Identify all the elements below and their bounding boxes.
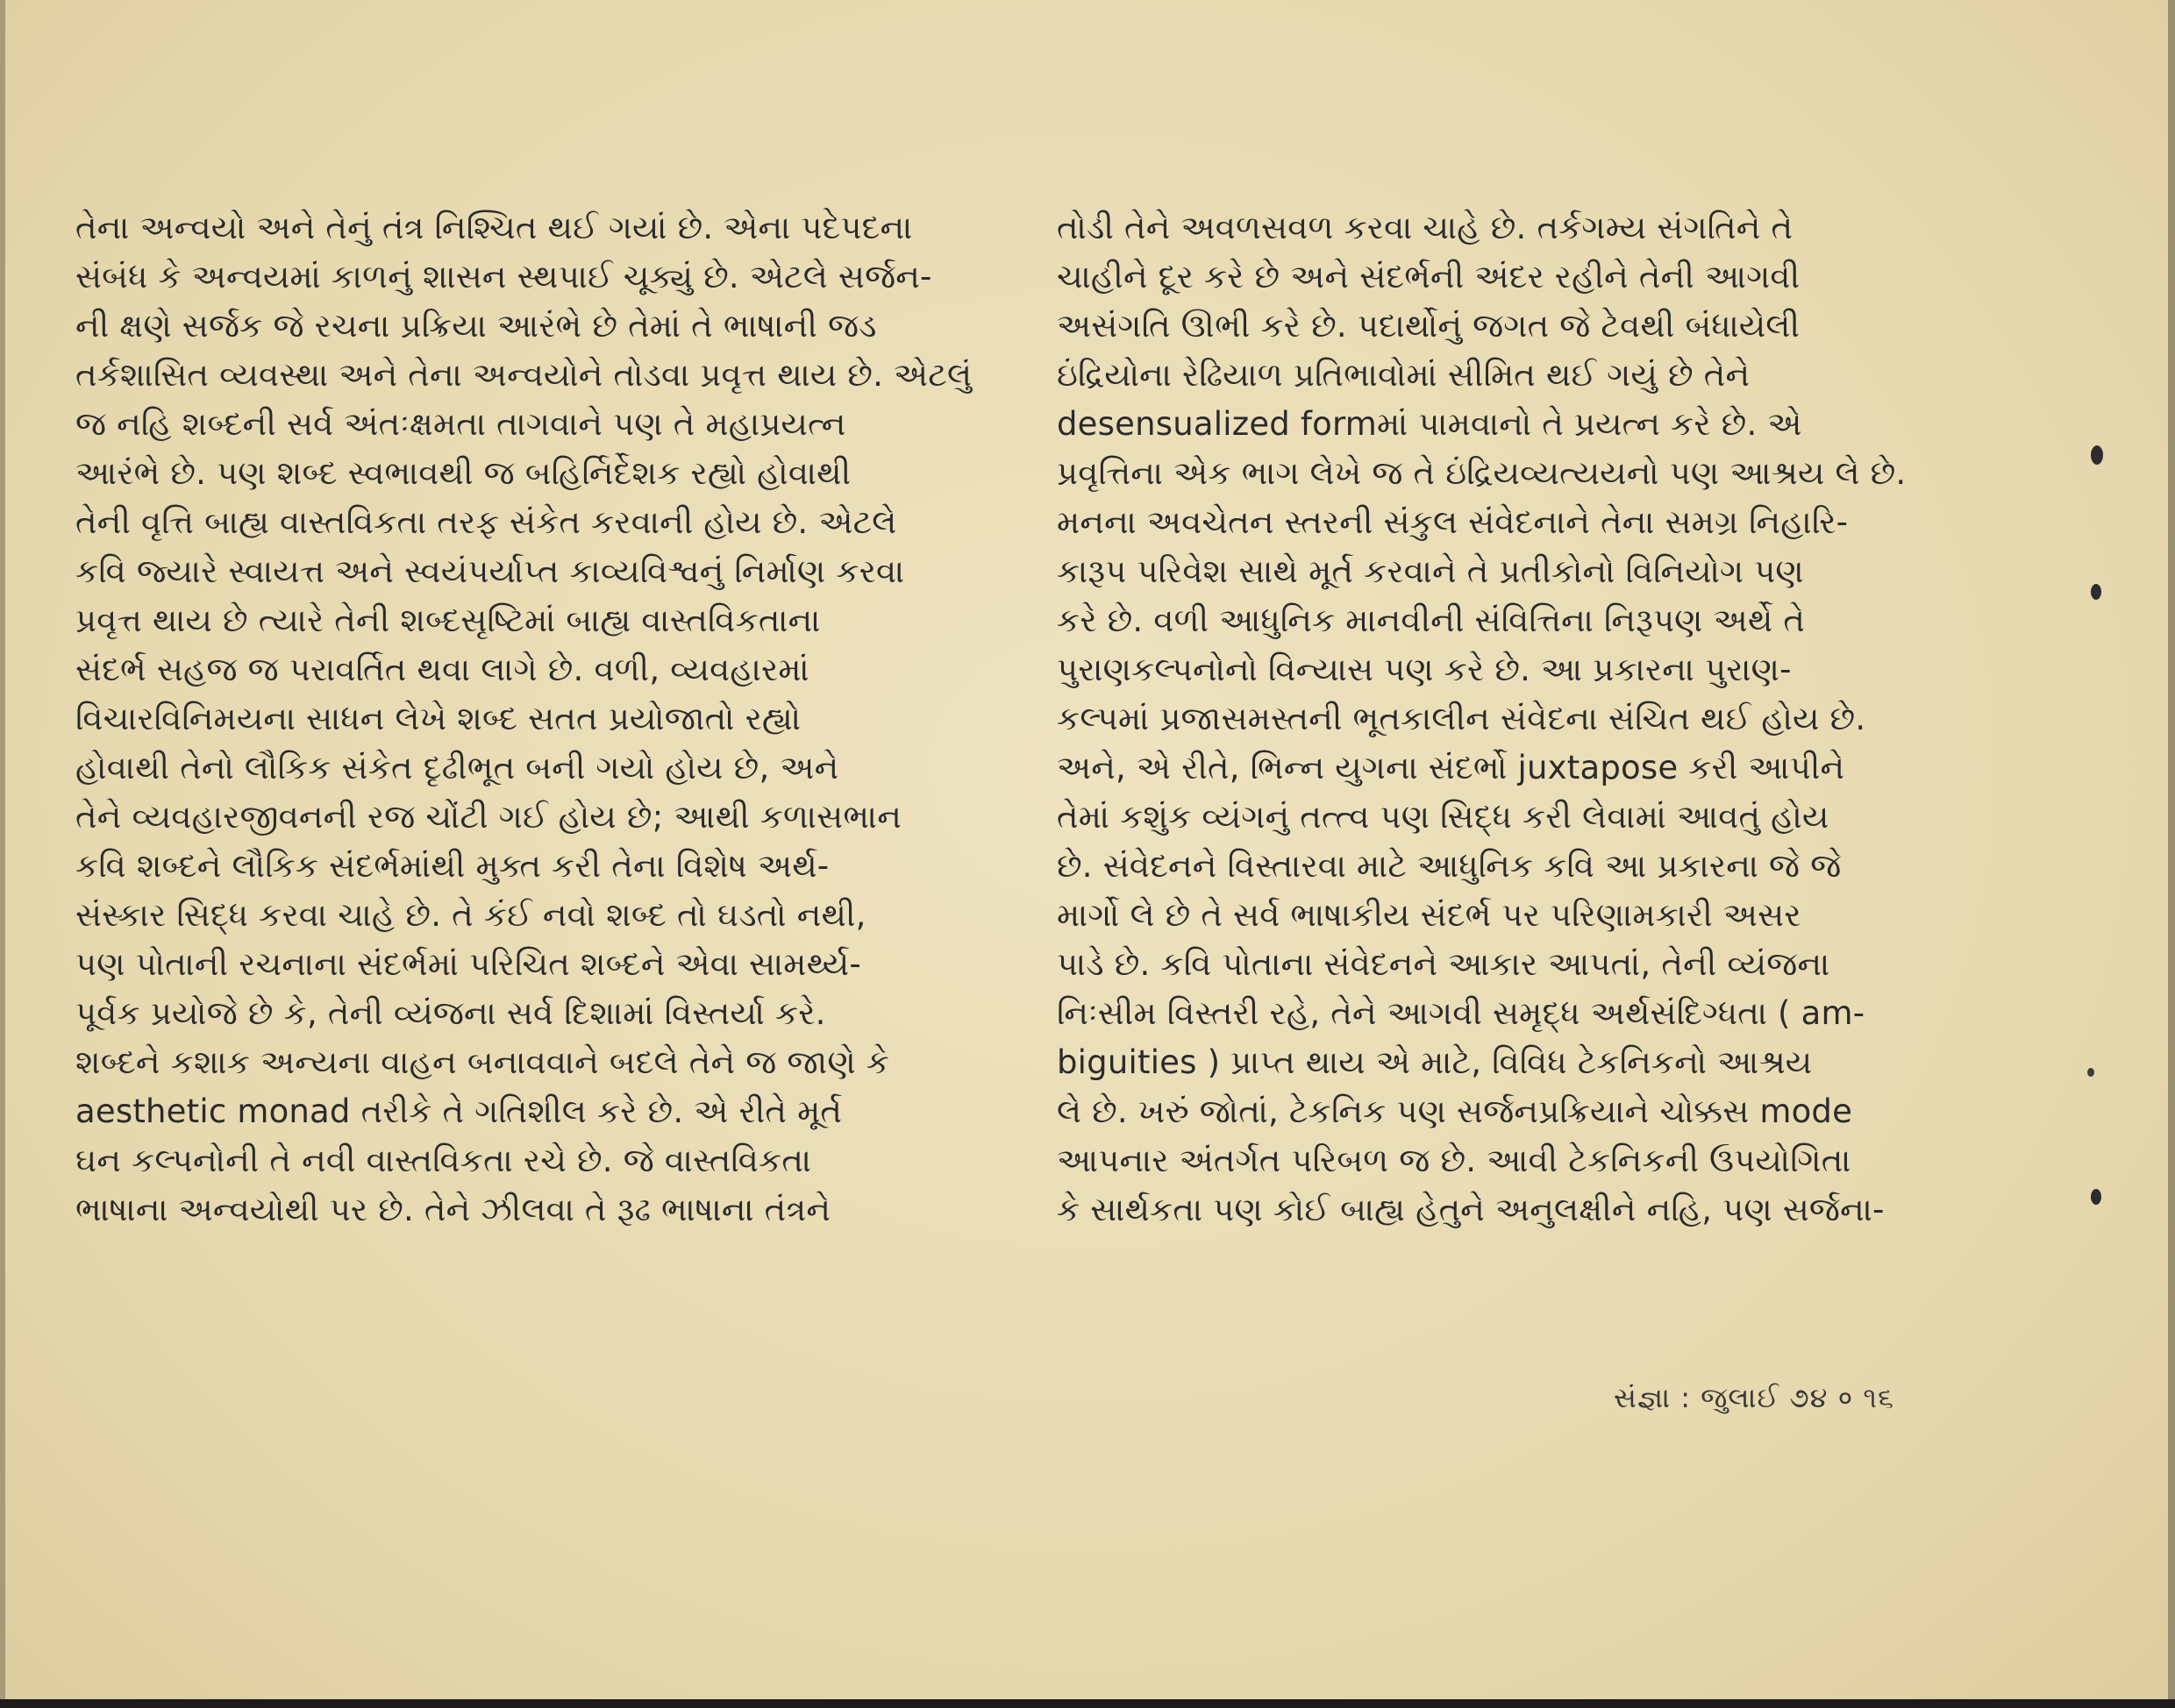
text-line: biguities ) પ્રાપ્ત થાય એ માટે, વિવિધ ટેકનિકનો આશ્રય <box>1057 1043 1813 1081</box>
page-footer: સંજ્ઞા : જુલાઈ ૭૪ ० ૧૬ <box>1614 1381 1895 1414</box>
text-line: પ્રવૃત્તિના એક ભાગ લેખે જ તે ઇંદ્રિયવ્યત્યયનો પણ આશ્રય લે છે. <box>1057 454 1907 492</box>
text-line: તોડી તેને અવળસવળ કરવા ચાહે છે. તર્કગમ્ય સંગતિને તે <box>1057 209 1793 246</box>
text-line: પુરાણકલ્પનોનો વિન્યાસ પણ કરે છે. આ પ્રકારના પુરાણ- <box>1057 651 1792 688</box>
binding-hole-mark <box>2091 445 2103 465</box>
text-line: કવિ જ્યારે સ્વાયત્ત અને સ્વયંપર્યાપ્ત કાવ્યવિશ્વનું નિર્માણ કરવા <box>75 552 905 590</box>
text-line: પૂર્વક પ્રયોજે છે કે, તેની વ્યંજના સર્વ દિશામાં વિસ્તર્યા કરે. <box>75 994 826 1032</box>
text-line: ભાષાના અન્વયોથી પર છે. તેને ઝીલવા તે રૂઢ ભાષાના તંત્રને <box>75 1191 831 1228</box>
text-line: desensualized formમાં પામવાનો તે પ્રયત્ન કરે છે. એ <box>1057 405 1802 443</box>
scan-bottom-border <box>0 1699 2175 1708</box>
text-line: અસંગતિ ઊભી કરે છે. પદાર્થોનું જગત જે ટેવથી બંધાયેલી <box>1057 307 1801 345</box>
text-line: કલ્પમાં પ્રજાસમસ્તની ભૂતકાલીન સંવેદના સંચિત થઈ હોય છે. <box>1057 700 1866 737</box>
text-line: સંદર્ભ સહજ જ પરાવર્તિત થવા લાગે છે. વળી, વ્યવહારમાં <box>75 651 809 688</box>
text-line: આરંભે છે. પણ શબ્દ સ્વભાવથી જ બહિર્નિર્દેશક રહ્યો હોવાથી <box>75 454 852 492</box>
text-line: હોવાથી તેનો લૌકિક સંકેત દૃઢીભૂત બની ગયો હોય છે, અને <box>75 749 839 786</box>
text-line: લે છે. ખરું જોતાં, ટેકનિક પણ સર્જનપ્રક્રિયાને ચોક્કસ mode <box>1057 1092 1853 1130</box>
text-line: ઘન કલ્પનોની તે નવી વાસ્તવિકતા રચે છે. જે વાસ્તવિકતા <box>75 1142 812 1179</box>
binding-hole-mark <box>2091 584 2101 600</box>
text-line: કવિ શબ્દને લૌકિક સંદર્ભમાંથી મુક્ત કરી તેના વિશેષ અર્થ- <box>75 847 830 885</box>
text-line: aesthetic monad તરીકે તે ગતિશીલ કરે છે. એ રીતે મૂર્ત <box>75 1092 843 1130</box>
text-line: તેને વ્યવહારજીવનની રજ ચોંટી ગઈ હોય છે; આથી કળાસભાન <box>75 798 902 836</box>
ink-speck <box>2087 1068 2094 1077</box>
text-line: ની ક્ષણે સર્જક જે રચના પ્રક્રિયા આરંભે છે તેમાં તે ભાષાની જડ <box>75 307 877 345</box>
text-line: તેની વૃત્તિ બાહ્ય વાસ્તવિકતા તરફ સંકેત કરવાની હોય છે. એટલે <box>75 503 897 541</box>
text-line: મનના અવચેતન સ્તરની સંકુલ સંવેદનાને તેના સમગ્ર નિહારિ- <box>1057 503 1849 541</box>
text-line: વિચારવિનિમયના સાધન લેખે શબ્દ સતત પ્રયોજાતો રહ્યો <box>75 700 802 737</box>
text-line: સંસ્કાર સિદ્ધ કરવા ચાહે છે. તે કંઈ નવો શબ્દ તો ઘડતો નથી, <box>75 896 866 934</box>
text-line: ઇંદ્રિયોના રેઢિયાળ પ્રતિભાવોમાં સીમિત થઈ ગયું છે તેને <box>1057 356 1751 394</box>
text-line: માર્ગો લે છે તે સર્વ ભાષાકીય સંદર્ભ પર પરિણામકારી અસર <box>1057 896 1801 934</box>
text-line: ચાહીને દૂર કરે છે અને સંદર્ભની અંદર રહીને તેની આગવી <box>1057 258 1801 295</box>
text-line: સંબંધ કે અન્વયમાં કાળનું શાસન સ્થપાઈ ચૂક્યું છે. એટલે સર્જન- <box>75 258 932 295</box>
binding-hole-mark <box>2091 1189 2101 1205</box>
text-line: કરે છે. વળી આધુનિક માનવીની સંવિત્તિના નિરૂપણ અર્થે તે <box>1057 601 1806 639</box>
text-line: છે. સંવેદનને વિસ્તારવા માટે આધુનિક કવિ આ પ્રકારના જે જે <box>1057 847 1842 885</box>
text-line: નિઃસીમ વિસ્તરી રહે, તેને આગવી સમૃદ્ધ અર્થસંદિગ્ધતા ( am- <box>1057 994 1865 1032</box>
text-line: અને, એ રીતે, ભિન્ન યુગના સંદર્ભો juxtapose કરી આપીને <box>1057 749 1845 786</box>
text-line: જ નહિ શબ્દની સર્વ અંતઃક્ષમતા તાગવાને પણ તે મહાપ્રયત્ન <box>75 405 846 443</box>
text-line: પણ પોતાની રચનાના સંદર્ભમાં પરિચિત શબ્દને એવા સામર્થ્ય- <box>75 945 861 983</box>
text-line: પ્રવૃત્ત થાય છે ત્યારે તેની શબ્દસૃષ્ટિમાં બાહ્ય વાસ્તવિકતાના <box>75 601 821 639</box>
text-line: શબ્દને કશાક અન્યના વાહન બનાવવાને બદલે તેને જ જાણે કે <box>75 1043 890 1081</box>
text-line: તેના અન્વયો અને તેનું તંત્ર નિશ્ચિત થઈ ગયાં છે. એના પદેપદના <box>75 209 913 246</box>
left-text-column <box>75 203 979 1235</box>
text-line: તર્કશાસિત વ્યવસ્થા અને તેના અન્વયોને તોડવા પ્રવૃત્ત થાય છે. એટલું <box>75 356 973 394</box>
page-binding-edge <box>0 0 5 1708</box>
text-line: આપનાર અંતર્ગત પરિબળ જ છે. આવી ટેકનિકની ઉપયોગિતા <box>1057 1142 1851 1179</box>
text-line: તેમાં કશુંક વ્યંગનું તત્ત્વ પણ સિદ્ધ કરી લેવામાં આવતું હોય <box>1057 798 1829 836</box>
right-text-column <box>1057 203 1960 1235</box>
text-line: કે સાર્થકતા પણ કોઈ બાહ્ય હેતુને અનુલક્ષીને નહિ, પણ સર્જના- <box>1057 1191 1885 1228</box>
text-line: કારૂપ પરિવેશ સાથે મૂર્ત કરવાને તે પ્રતીકોનો વિનિયોગ પણ <box>1057 552 1804 590</box>
page-right-edge <box>2168 0 2175 1708</box>
text-line: પાડે છે. કવિ પોતાના સંવેદનને આકાર આપતાં, તેની વ્યંજના <box>1057 945 1830 983</box>
